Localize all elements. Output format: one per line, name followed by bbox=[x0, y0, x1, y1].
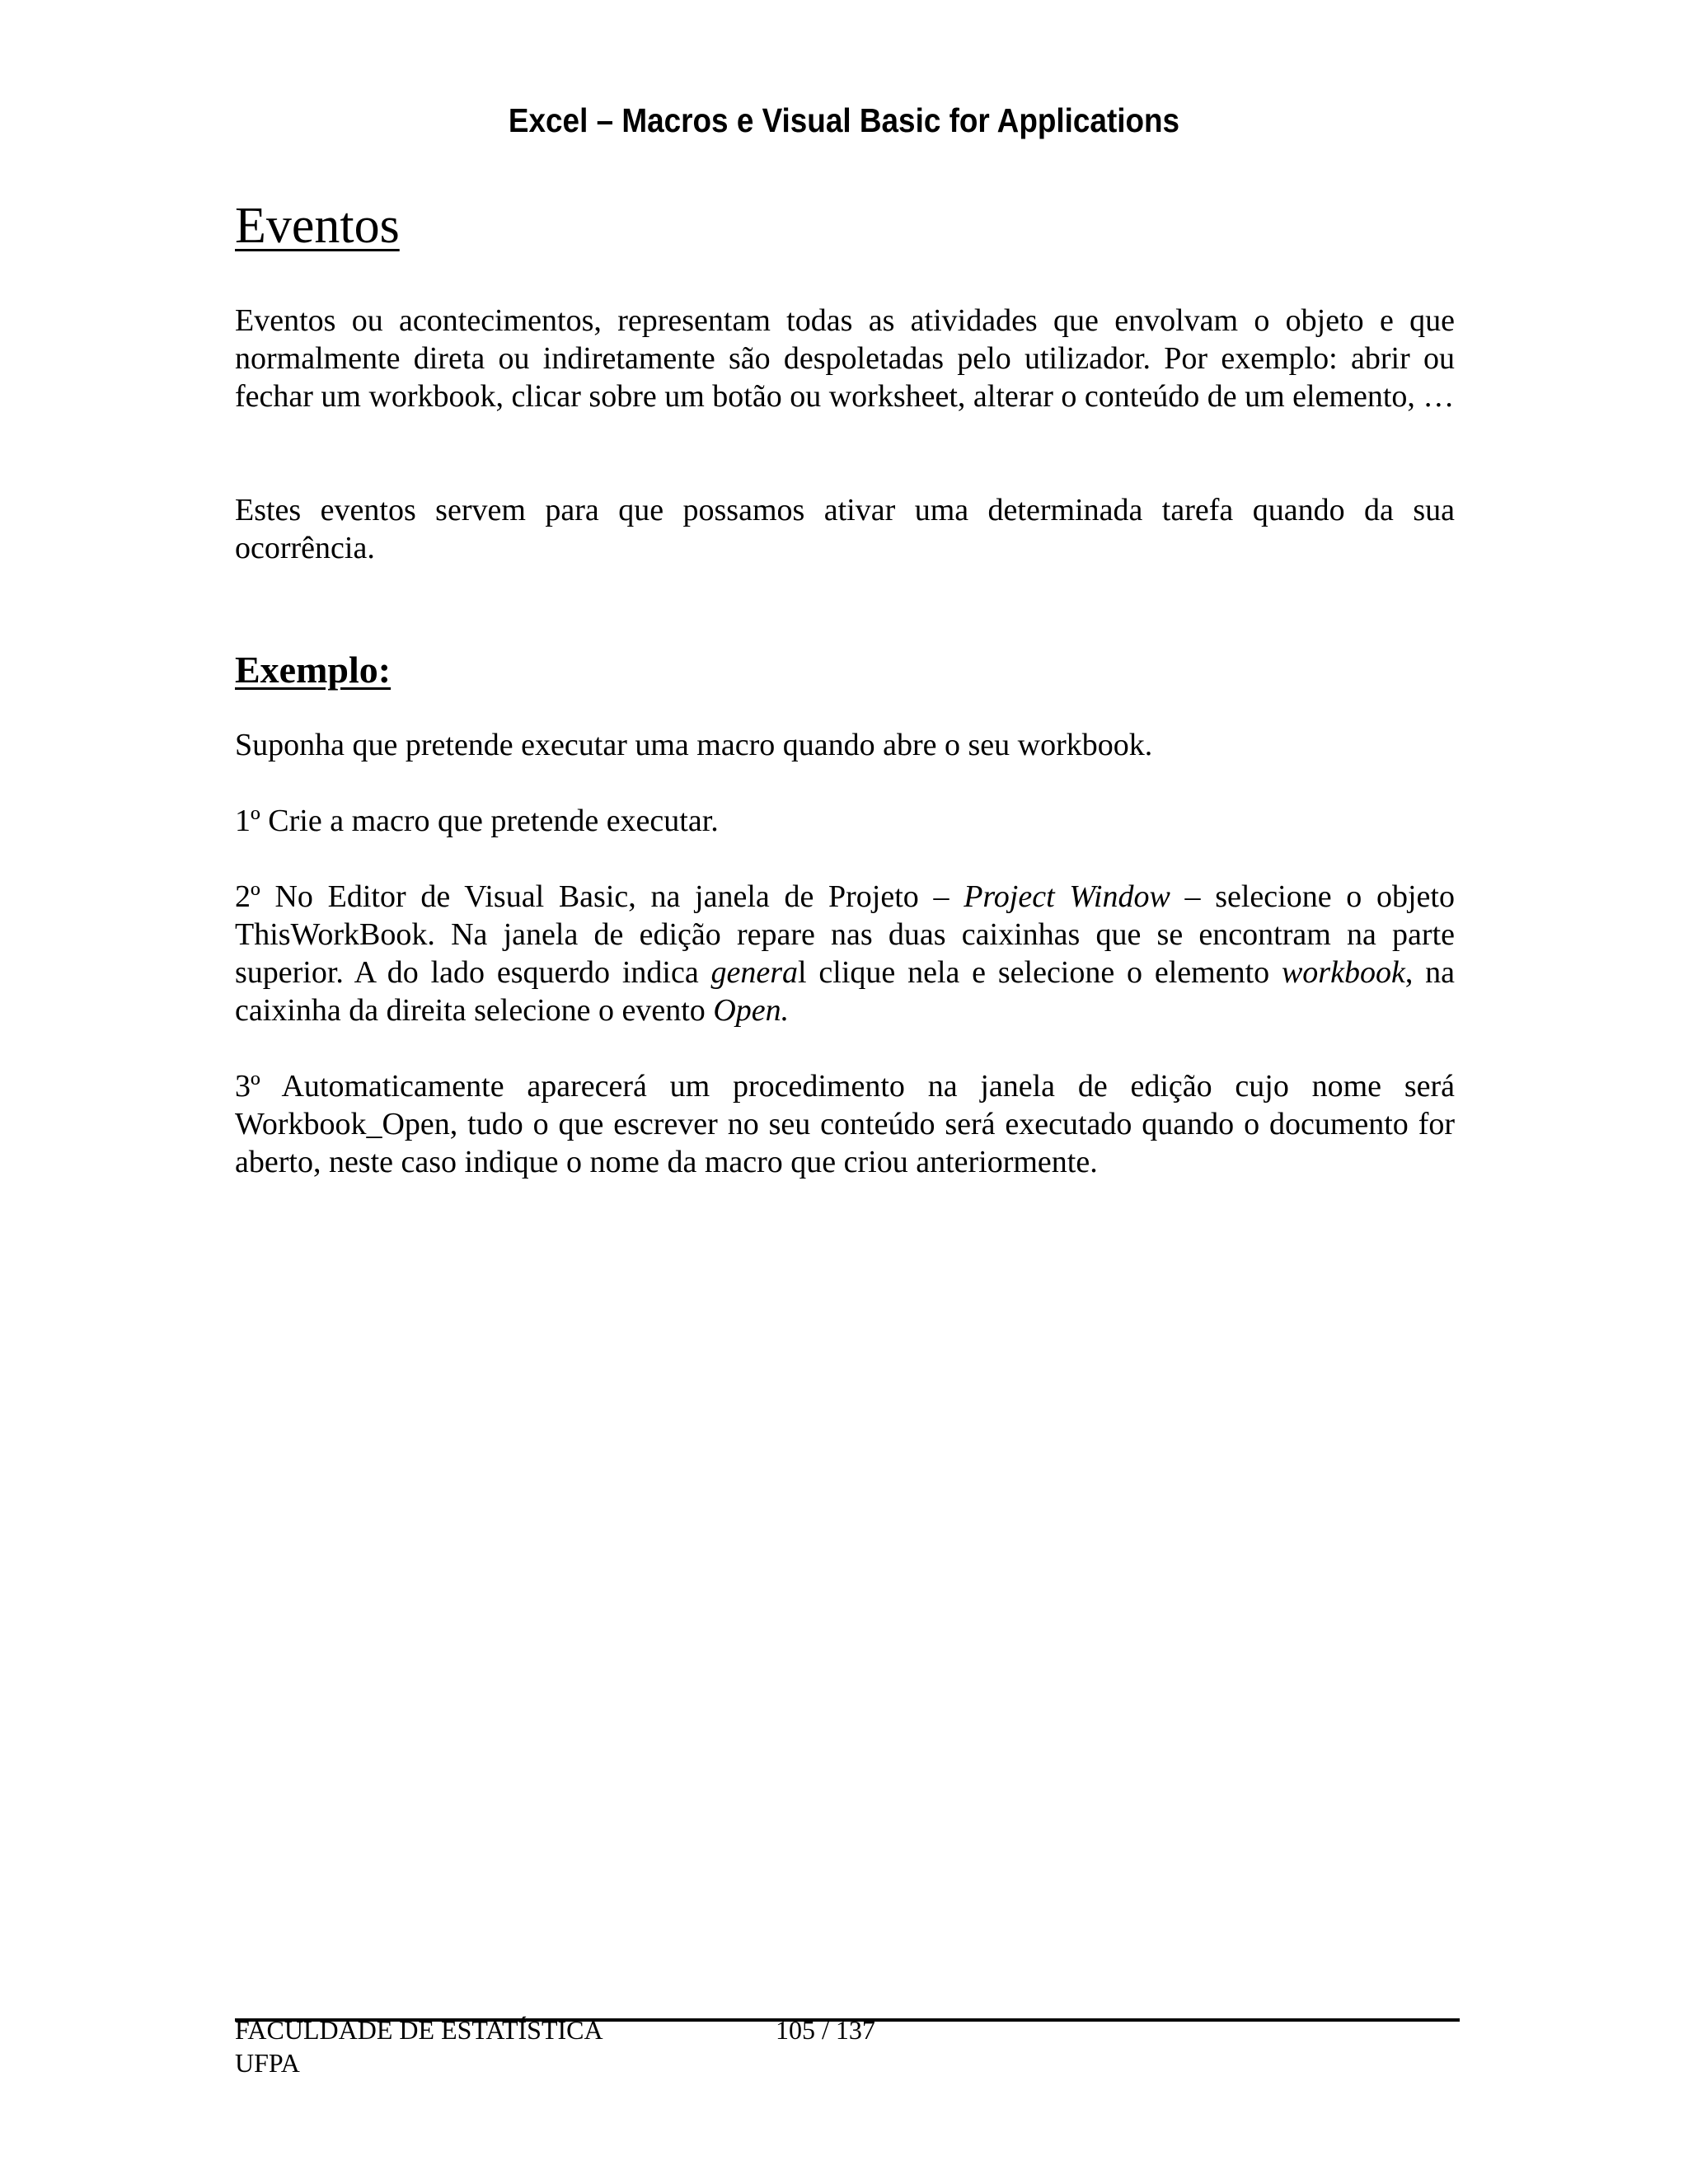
intro-paragraph-2: Estes eventos servem para que possamos ativar uma determinada tarefa quando da sua ocorrência. bbox=[235, 493, 1455, 565]
footer-university: UFPA bbox=[235, 2048, 300, 2078]
footer-page-number: 105 / 137 bbox=[776, 2015, 875, 2045]
running-header-title: Excel – Macros e Visual Basic for Applications bbox=[508, 101, 1180, 139]
intro-paragraph-1: Eventos ou acontecimentos, representam todas as atividades que envolvam o objeto e que normalmente direta ou indiretamente são despoletadas pelo utilizador. Por exemplo: abrir ou fechar um workbook, clicar sobre um botão ou worksheet, alterar o conteúdo de um elemento, … bbox=[235, 303, 1455, 414]
section-title: Eventos bbox=[235, 198, 400, 254]
step-2-text-4: , na caixinha da direita selecione o evento bbox=[235, 955, 1456, 1028]
step-2-italic-workbook: workbook bbox=[1281, 955, 1405, 990]
step-2-italic-general: genera bbox=[710, 955, 799, 990]
step-2-text-2: – selecione o objeto ThisWorkBook. Na janela de edição repare nas duas caixinhas que se encontram na parte superior. A do lado esquerdo indica bbox=[235, 879, 1455, 990]
step-2-italic-open: Open. bbox=[713, 993, 790, 1028]
step-2-italic-project-window: Project Window bbox=[964, 879, 1170, 914]
footer-institution: FACULDADE DE ESTATÍSTICA bbox=[235, 2015, 603, 2045]
step-2-text-3: l clique nela e selecione o elemento bbox=[798, 955, 1282, 990]
example-heading: Exemplo: bbox=[235, 649, 392, 691]
step-1-paragraph: 1º Crie a macro que pretende executar. bbox=[235, 804, 719, 838]
step-2-paragraph bbox=[235, 878, 1455, 1029]
step-2-text-1: 2º No Editor de Visual Basic, na janela de Projeto – bbox=[235, 879, 964, 914]
example-lead-paragraph: Suponha que pretende executar uma macro quando abre o seu workbook. bbox=[235, 728, 1153, 762]
step-3-paragraph: 3º Automaticamente aparecerá um procedimento na janela de edição cujo nome será Workbook_Open, tudo o que escrever no seu conteúdo será executado quando o documento for aberto, neste caso indique o nome da macro que criou anteriormente. bbox=[235, 1069, 1455, 1179]
